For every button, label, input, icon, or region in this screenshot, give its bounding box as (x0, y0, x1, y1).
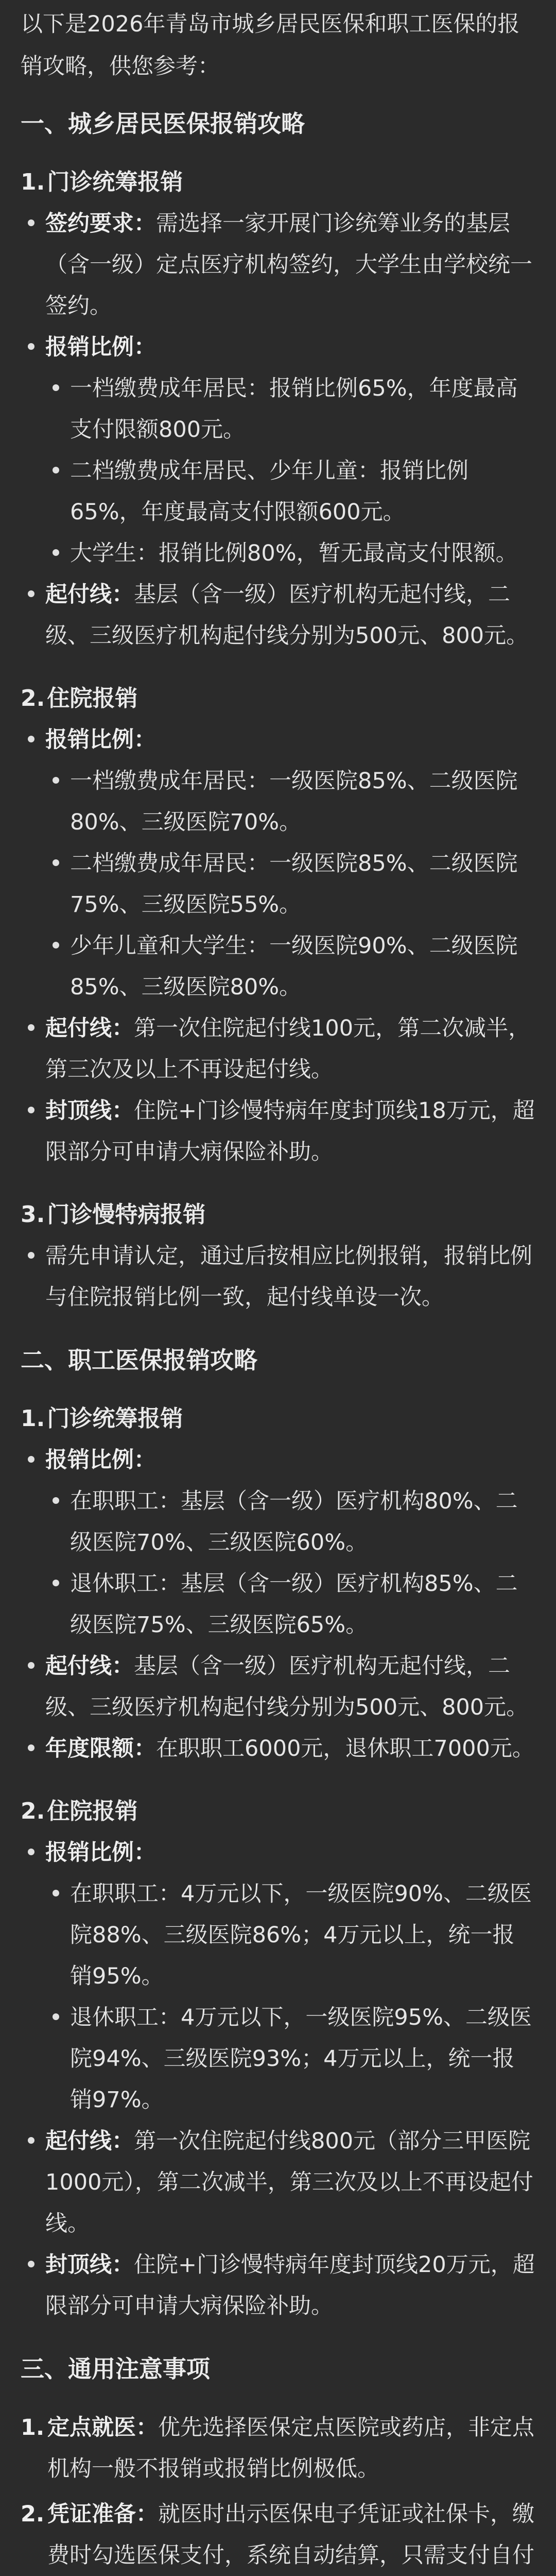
section-notes (21, 2348, 535, 2576)
list-item: 一档缴费成年居民：一级医院85%、二级医院80%、三级医院70%。 (70, 760, 535, 843)
subsection-inpatient (21, 678, 535, 1173)
section-title: 三、通用注意事项 (21, 2355, 210, 2383)
subsection-title: 1.门诊统筹报销 (21, 1405, 183, 1432)
subsection-title: 2.住院报销 (21, 685, 138, 711)
list-item: 二档缴费成年居民、少年儿童：报销比例65%，年度最高支付限额600元。 (70, 450, 535, 533)
list-item: 起付线：基层（含一级）医疗机构无起付线，二级、三级医疗机构起付线分别为500元、800元。 (45, 574, 535, 656)
list-item: 在职职工：4万元以下，一级医院90%、二级医院88%、三级医院86%；4万元以上，统一报销95%。 (70, 1873, 535, 1997)
subsection-inpatient (21, 1791, 535, 2327)
note-item: 2. 凭证准备：就医时出示医保电子凭证或社保卡，缴费时勾选医保支付，系统自动结算，只需支付自付 (21, 2501, 534, 2568)
subsection-outpatient (21, 162, 535, 656)
list-item: 一档缴费成年居民：报销比例65%，年度最高支付限额800元。 (70, 368, 535, 450)
note-item: 1. 定点就医：优先选择医保定点医院或药店，非定点机构一般不报销或报销比例极低。 (21, 2415, 534, 2482)
list-item: 退休职工：4万元以下，一级医院95%、二级医院94%、三级医院93%；4万元以上，统一报销97%。 (70, 1997, 535, 2121)
section-title: 一、城乡居民医保报销攻略 (21, 110, 305, 138)
list-item: 起付线：第一次住院起付线100元，第二次减半，第三次及以上不再设起付线。 (45, 1008, 535, 1090)
subsection-outpatient (21, 1398, 535, 1769)
list-item: 起付线：基层（含一级）医疗机构无起付线，二级、三级医疗机构起付线分别为500元、800元。 (45, 1646, 535, 1728)
list-item: 报销比例： 一档缴费成年居民：一级医院85%、二级医院80%、三级医院70%。 二档缴费成年居民：一级医院85%、二级医院75%、三级医院55%。 少年儿童和大学生：一级医院90%、二级医院85%、三级医院80%。 (45, 719, 535, 1008)
section-resident-insurance (21, 103, 535, 1318)
subsection-chronic (21, 1194, 535, 1318)
list-item: 起付线：第一次住院起付线800元（部分三甲医院1000元），第二次减半，第三次及以上不再设起付线。 (45, 2121, 535, 2244)
list-item: 封顶线：住院+门诊慢特病年度封顶线18万元，超限部分可申请大病保险补助。 (45, 1090, 535, 1173)
section-title: 二、职工医保报销攻略 (21, 1346, 257, 1374)
subsection-title: 1.门诊统筹报销 (21, 169, 183, 195)
list-item: 在职职工：基层（含一级）医疗机构80%、二级医院70%、三级医院60%。 (70, 1481, 535, 1563)
list-item: 报销比例： 在职职工：4万元以下，一级医院90%、二级医院88%、三级医院86%；4万元以上，统一报销95%。 退休职工：4万元以下，一级医院95%、二级医院94%、三级医院93%；4万元以上，统一报销97%。 (45, 1832, 535, 2121)
section-employee-insurance (21, 1340, 535, 2327)
list-item: 签约要求：需选择一家开展门诊统筹业务的基层（含一级）定点医疗机构签约，大学生由学校统一签约。 (45, 203, 535, 327)
intro-text: 以下是2026年青岛市城乡居民医保和职工医保的报销攻略，供您参考： (21, 11, 520, 79)
list-item: 年度限额：在职职工6000元，退休职工7000元。 (45, 1728, 535, 1769)
list-item: 报销比例： 在职职工：基层（含一级）医疗机构80%、二级医院70%、三级医院60%。 退休职工：基层（含一级）医疗机构85%、二级医院75%、三级医院65%。 (45, 1439, 535, 1646)
list-item: 少年儿童和大学生：一级医院90%、二级医院85%、三级医院80%。 (70, 925, 535, 1008)
list-item: 报销比例： 一档缴费成年居民：报销比例65%，年度最高支付限额800元。 二档缴费成年居民、少年儿童：报销比例65%，年度最高支付限额600元。 大学生：报销比例80%，暂无最高支付限额。 (45, 327, 535, 574)
subsection-title: 3.门诊慢特病报销 (21, 1201, 206, 1228)
list-item: 大学生：报销比例80%，暂无最高支付限额。 (70, 533, 535, 574)
list-item: 封顶线：住院+门诊慢特病年度封顶线20万元，超限部分可申请大病保险补助。 (45, 2244, 535, 2327)
subsection-title: 2.住院报销 (21, 1798, 138, 1824)
list-item: 退休职工：基层（含一级）医疗机构85%、二级医院75%、三级医院65%。 (70, 1563, 535, 1646)
list-item: 需先申请认定，通过后按相应比例报销，报销比例与住院报销比例一致，起付线单设一次。 (45, 1235, 535, 1318)
list-item: 二档缴费成年居民：一级医院85%、二级医院75%、三级医院55%。 (70, 843, 535, 925)
